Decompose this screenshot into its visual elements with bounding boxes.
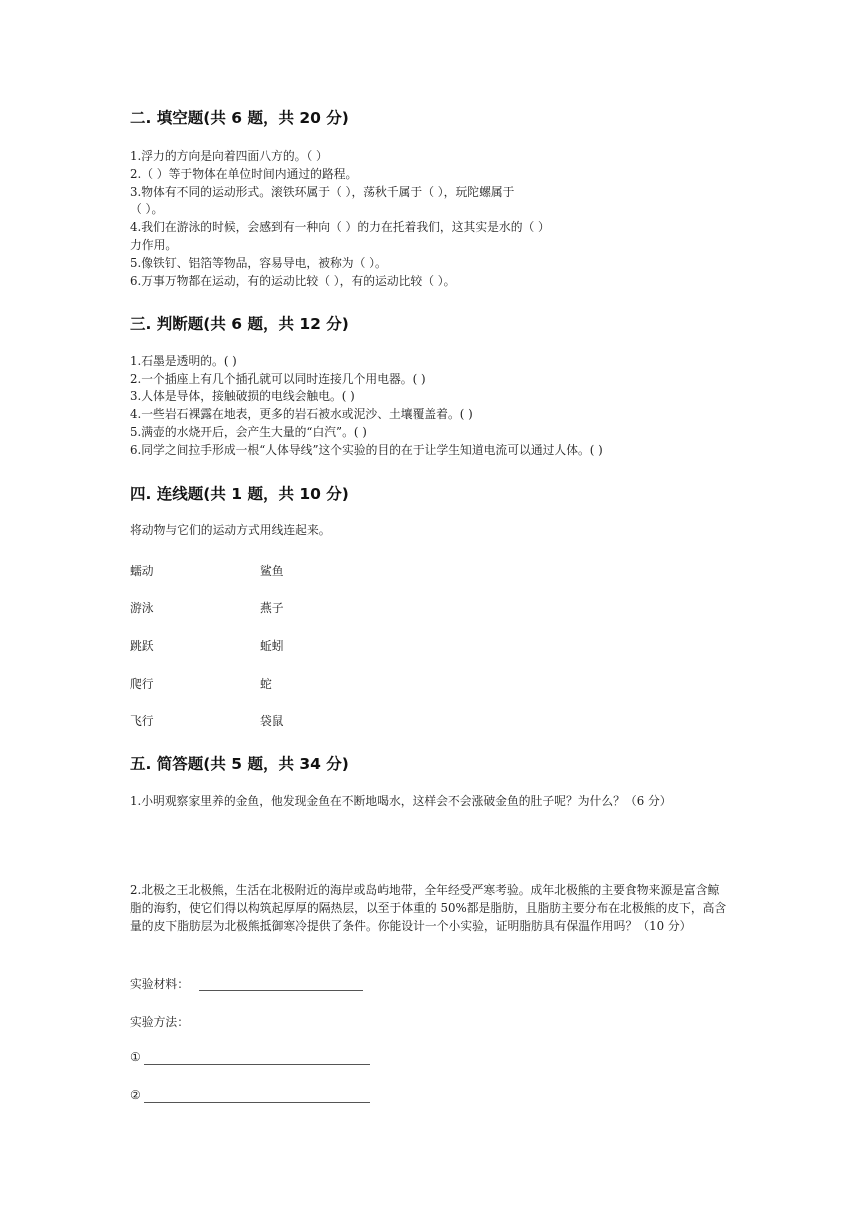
fill-item-3: 3.物体有不同的运动形式。滚铁环属于（ ），荡秋千属于（ ），玩陀螺属于 (130, 185, 515, 199)
section-3-title: 三. 判断题(共 6 题，共 12 分) (130, 315, 349, 333)
matching-instruction: 将动物与它们的运动方式用线连起来。 (130, 523, 331, 537)
match-right-4: 蛇 (260, 677, 272, 691)
method-label: 实验方法： (130, 1015, 189, 1029)
section-5-title: 五. 简答题(共 5 题，共 34 分) (130, 755, 349, 773)
judge-item-6: 6.同学之间拉手形成一根“人体导线”这个实验的目的在于让学生知道电流可以通过人体。( ) (130, 443, 603, 457)
short-answer-2: 2.北极之王北极熊，生活在北极附近的海岸或岛屿地带，全年经受严寒考验。成年北极熊的主要食物来源是富含鲸脂的海豹，使它们得以构筑起厚厚的隔热层，以至于体重的 50%都是脂肪，且脂肪主要分布在北极熊的皮下，高含量的皮下脂肪层为北极熊抵御寒冷提供了条件。你能设计一个小实验，证明脂肪具有保温作用吗？（10 分） (130, 883, 727, 933)
match-left-5: 飞行 (130, 714, 154, 728)
match-left-4: 爬行 (130, 677, 154, 691)
judge-item-4: 4.一些岩石裸露在地表，更多的岩石被水或泥沙、土壤覆盖着。( ) (130, 407, 473, 421)
match-right-3: 蚯蚓 (260, 639, 284, 653)
section-2-title: 二. 填空题(共 6 题，共 20 分) (130, 109, 349, 127)
judge-item-2: 2.一个插座上有几个插孔就可以同时连接几个用电器。( ) (130, 372, 426, 386)
fill-item-1: 1.浮力的方向是向着四面八方的。（ ） (130, 149, 328, 163)
materials-label: 实验材料： (130, 977, 189, 991)
judge-item-1: 1.石墨是透明的。( ) (130, 354, 237, 368)
fill-item-5: 5.像铁钉、铝箔等物品，容易导电，被称为（ ）。 (130, 256, 387, 270)
step-2-answer-line[interactable] (144, 1102, 370, 1103)
fill-item-4: 4.我们在游泳的时候，会感到有一种向（ ）的力在托着我们，这其实是水的（ ） (130, 220, 550, 234)
match-left-3: 跳跃 (130, 639, 154, 653)
fill-item-2: 2.（ ）等于物体在单位时间内通过的路程。 (130, 167, 358, 181)
fill-item-3-cont: （ ）。 (130, 202, 164, 216)
judge-item-3: 3.人体是导体，接触破损的电线会触电。( ) (130, 389, 355, 403)
match-right-2: 燕子 (260, 601, 284, 615)
step-1-answer-line[interactable] (144, 1064, 370, 1065)
section-4-title: 四. 连线题(共 1 题，共 10 分) (130, 485, 349, 503)
match-left-2: 游泳 (130, 601, 154, 615)
step-1-marker: ① (130, 1050, 141, 1064)
short-answer-1: 1.小明观察家里养的金鱼，他发现金鱼在不断地喝水，这样会不会涨破金鱼的肚子呢？为什么？（6 分） (130, 794, 672, 808)
fill-item-6: 6.万事万物都在运动，有的运动比较（ ），有的运动比较（ ）。 (130, 274, 456, 288)
match-left-1: 蠕动 (130, 564, 154, 578)
judge-item-5: 5.满壶的水烧开后，会产生大量的“白汽”。( ) (130, 425, 367, 439)
match-right-1: 鲨鱼 (260, 564, 284, 578)
step-2-marker: ② (130, 1088, 141, 1102)
match-right-5: 袋鼠 (260, 714, 284, 728)
materials-answer-line[interactable] (199, 990, 363, 991)
fill-item-4-cont: 力作用。 (130, 238, 178, 252)
